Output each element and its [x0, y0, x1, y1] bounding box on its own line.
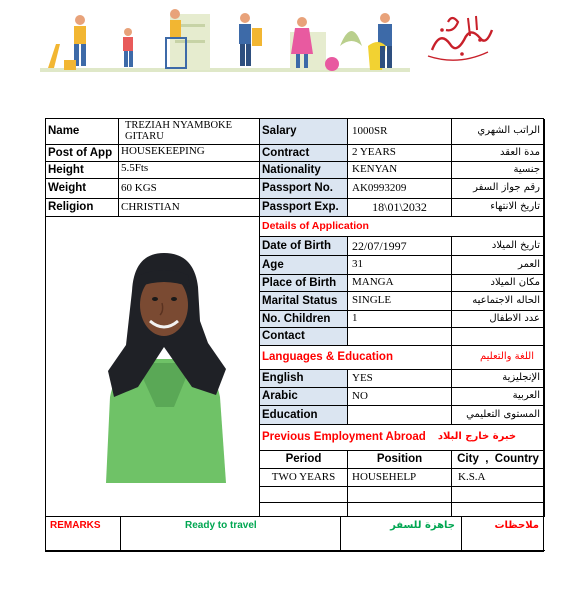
arabic-arabic: العربية	[452, 388, 545, 406]
religion-label: Religion	[46, 199, 119, 217]
dob-value: 22/07/1997	[348, 237, 452, 256]
pob-label: Place of Birth	[260, 275, 348, 292]
arabic-value: NO	[348, 388, 452, 406]
employment-heading-arabic: خبرة خارج البلاد	[437, 431, 517, 443]
details-heading: Details of Application	[260, 217, 545, 237]
weight-value: 60 KGS	[119, 179, 260, 199]
contract-label: Contract	[260, 145, 348, 162]
employment-empty-cell	[452, 487, 545, 503]
languages-heading-arabic: اللغة والتعليم	[452, 346, 545, 370]
passport-exp-value: 18\01\2032	[348, 199, 452, 217]
contract-arabic: مدة العقد	[452, 145, 545, 162]
employment-heading-row	[260, 425, 545, 451]
employment-empty-cell	[260, 503, 348, 517]
english-value: YES	[348, 370, 452, 388]
pob-value: MANGA	[348, 275, 452, 292]
salary-arabic: الراتب الشهري	[452, 119, 545, 145]
employment-empty-cell	[348, 487, 452, 503]
arabic-label: Arabic	[260, 388, 348, 406]
col-city-header: City , Country	[452, 451, 545, 469]
contact-value	[348, 328, 452, 346]
cleaning-staff-banner	[40, 6, 410, 76]
contact-arabic-cell	[452, 328, 545, 346]
education-arabic: المستوى التعليمي	[452, 406, 545, 425]
col-period-header: Period	[260, 451, 348, 469]
name-value: TREZIAH NYAMBOKE GITARU	[119, 119, 260, 145]
post-value: HOUSEKEEPING	[119, 145, 260, 162]
english-label: English	[260, 370, 348, 388]
employment-row-city: K.S.A	[452, 469, 545, 487]
nationality-value: KENYAN	[348, 162, 452, 179]
employment-row-period: TWO YEARS	[260, 469, 348, 487]
candidate-photo	[96, 247, 231, 483]
passport-arabic: رقم جواز السفر	[452, 179, 545, 199]
dob-label: Date of Birth	[260, 237, 348, 256]
children-value: 1	[348, 311, 452, 328]
education-value	[348, 406, 452, 425]
post-label: Post of App	[46, 145, 119, 162]
employment-empty-cell	[260, 487, 348, 503]
weight-label: Weight	[46, 179, 119, 199]
salary-value: 1000SR	[348, 119, 452, 145]
employment-empty-cell	[348, 503, 452, 517]
name-label: Name	[46, 119, 119, 145]
age-arabic: العمر	[452, 256, 545, 275]
passport-exp-arabic: تاريخ الانتهاء	[452, 199, 545, 217]
education-label: Education	[260, 406, 348, 425]
passport-exp-label: Passport Exp.	[260, 199, 348, 217]
passport-value: AK0993209	[348, 179, 452, 199]
marital-value: SINGLE	[348, 292, 452, 311]
age-value: 31	[348, 256, 452, 275]
remarks-label: REMARKS	[46, 517, 121, 551]
english-arabic: الإنجليزية	[452, 370, 545, 388]
height-label: Height	[46, 162, 119, 179]
employment-empty-cell	[452, 503, 545, 517]
passport-label: Passport No.	[260, 179, 348, 199]
age-label: Age	[260, 256, 348, 275]
height-value: 5.5Fts	[119, 162, 260, 179]
remarks-arabic: ملاحظات	[462, 517, 545, 551]
ready-to-travel-arabic: جاهزة للسفر	[341, 517, 462, 551]
nationality-arabic: جنسية	[452, 162, 545, 179]
company-logo	[418, 10, 498, 62]
logo-calligraphy-icon	[418, 10, 498, 62]
marital-arabic: الحاله الاجتماعيه	[452, 292, 545, 311]
contract-value: 2 YEARS	[348, 145, 452, 162]
col-position-header: Position	[348, 451, 452, 469]
children-arabic: عدد الاطفال	[452, 311, 545, 328]
salary-label: Salary	[260, 119, 348, 145]
employment-heading: Previous Employment Abroad	[262, 431, 426, 444]
ready-to-travel: Ready to travel	[121, 517, 341, 551]
nationality-label: Nationality	[260, 162, 348, 179]
dob-arabic: تاريخ الميلاد	[452, 237, 545, 256]
marital-label: Marital Status	[260, 292, 348, 311]
languages-heading: Languages & Education	[260, 346, 452, 370]
employment-row-position: HOUSEHELP	[348, 469, 452, 487]
contact-label: Contact	[260, 328, 348, 346]
children-label: No. Children	[260, 311, 348, 328]
religion-value: CHRISTIAN	[119, 199, 260, 217]
pob-arabic: مكان الميلاد	[452, 275, 545, 292]
